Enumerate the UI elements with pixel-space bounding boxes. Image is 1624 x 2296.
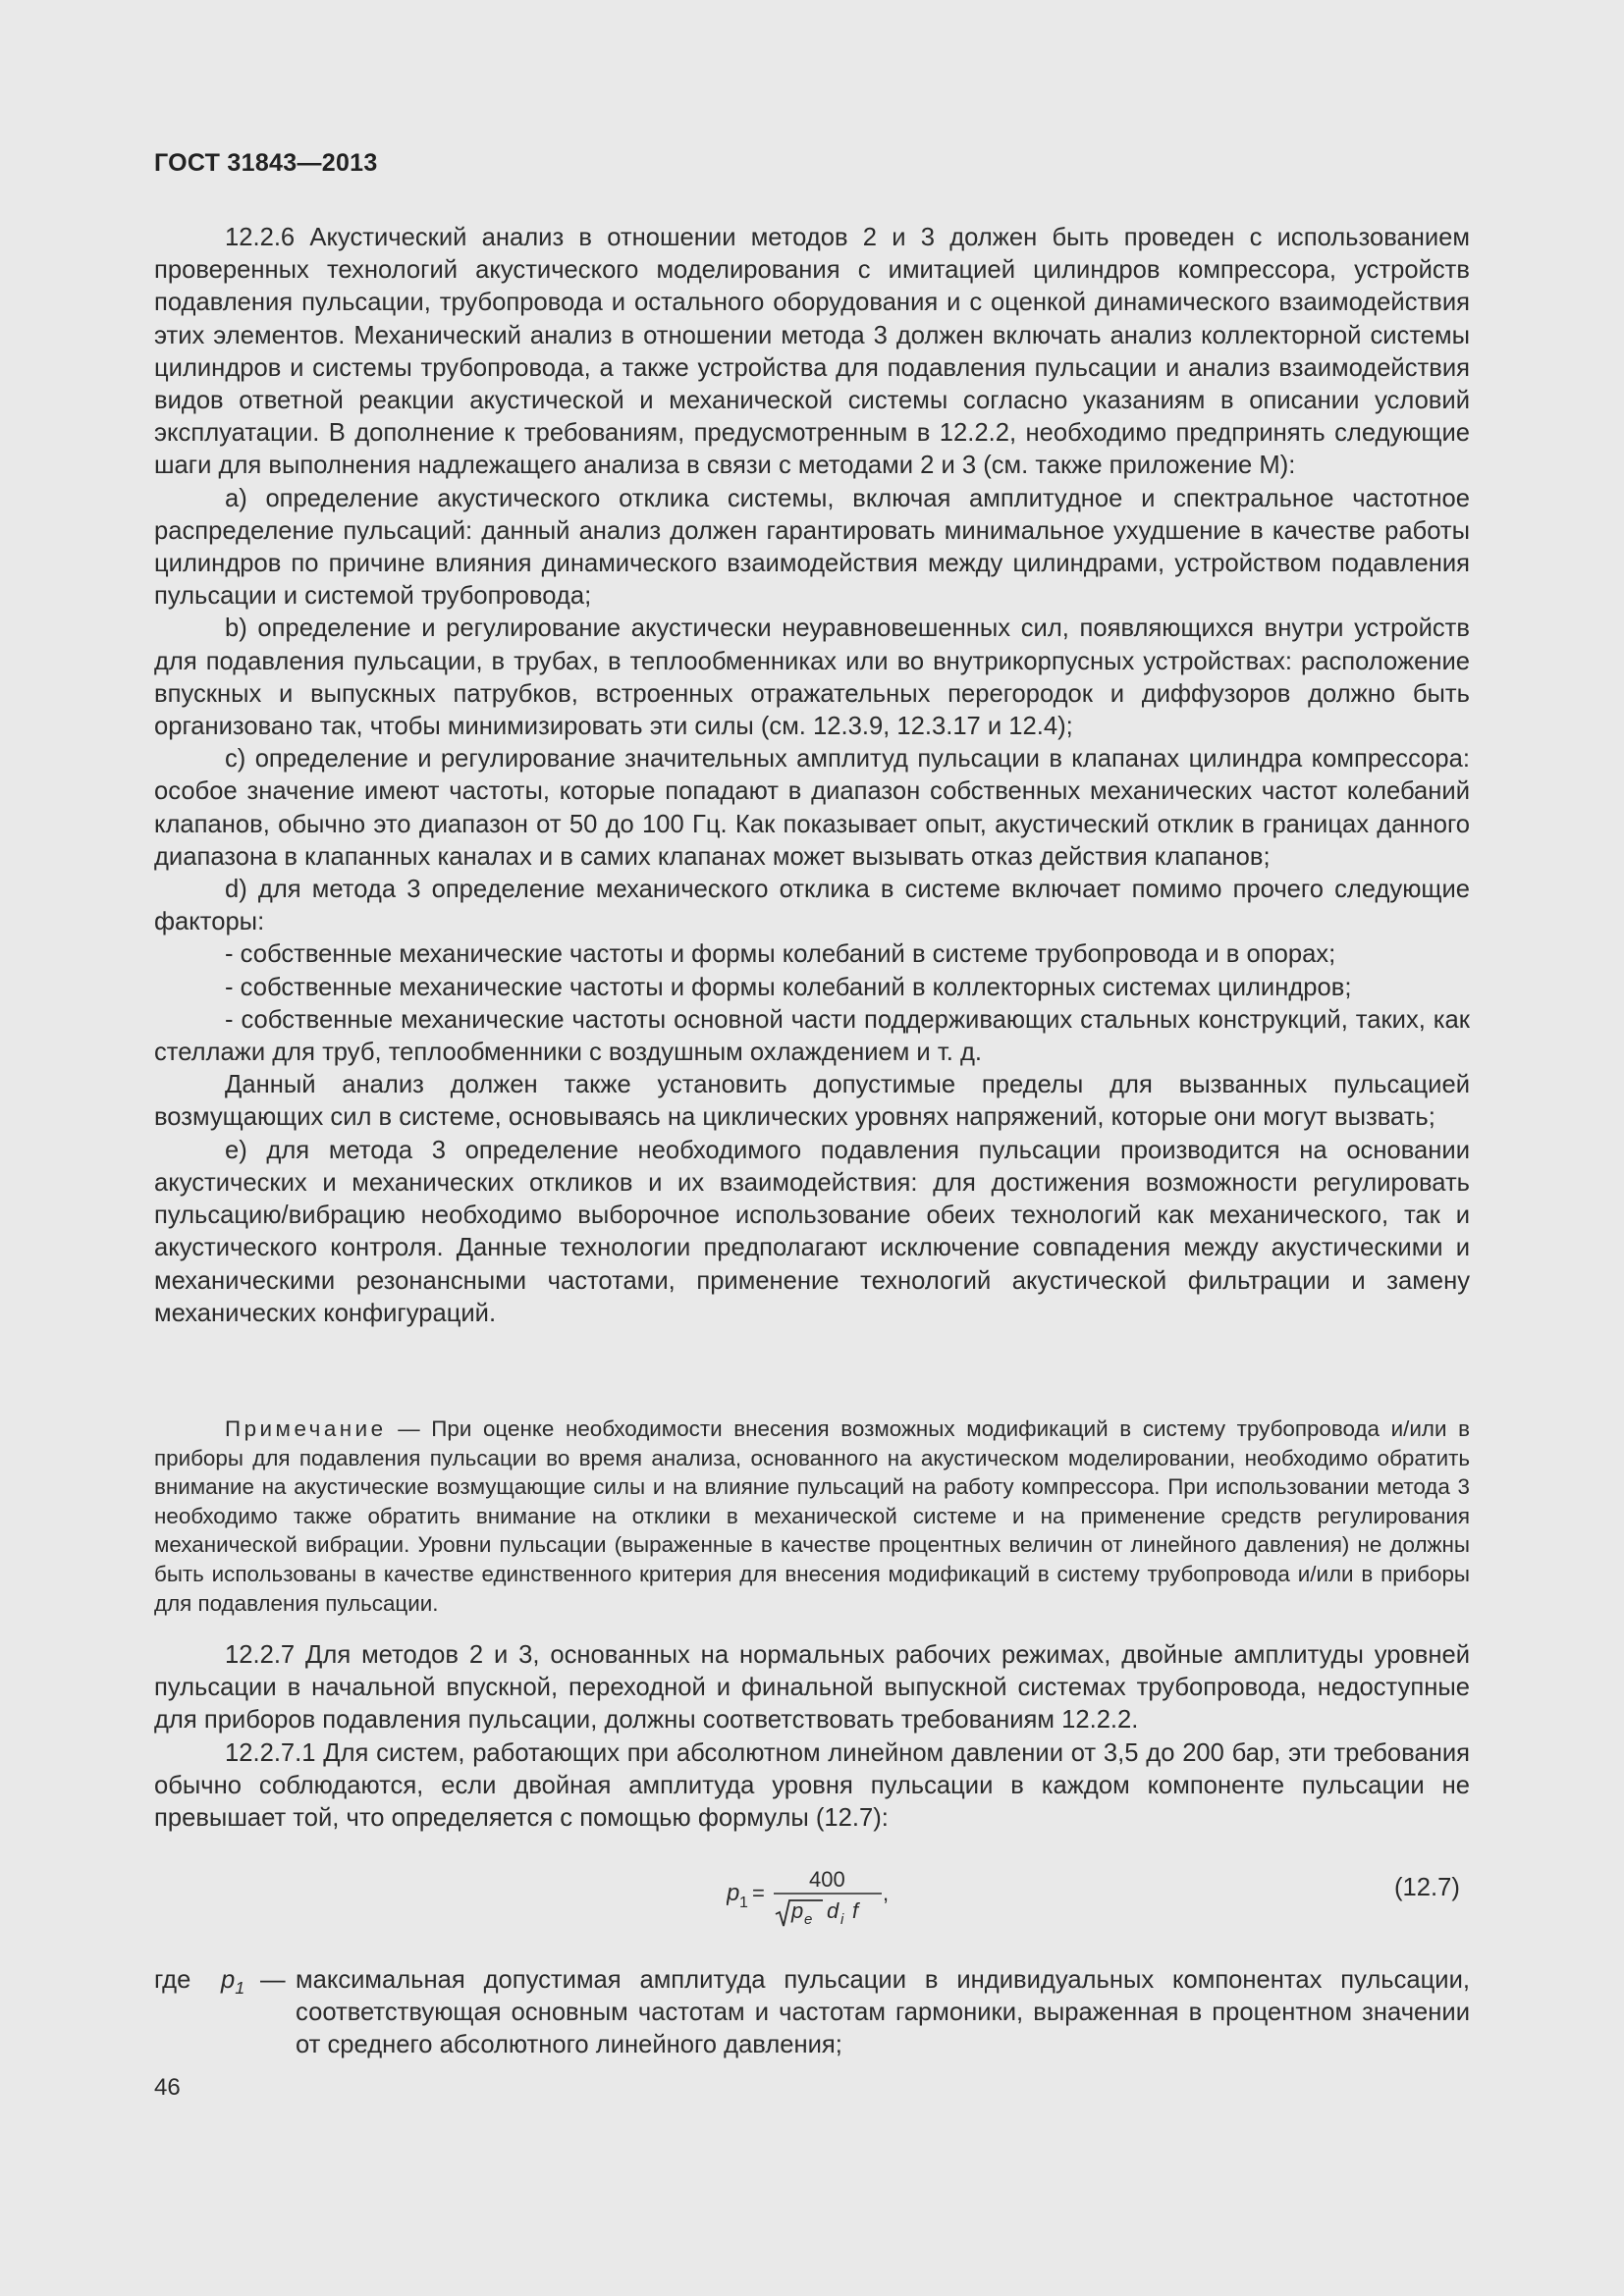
where-definition: максимальная допустимая амплитуда пульсации в индивидуальных компонентах пульсации, соответствующая основным частотам и частотам гармоники, выраженная в процентном значении от среднего абсолютного линейного давления; (296, 1966, 1470, 2059)
dash-item-1: - собственные механические частоты и формы колебаний в системе трубопровода и в опорах; (225, 940, 1336, 969)
where-symbol-main: p (221, 1966, 236, 1994)
note-text: — При оценке необходимости внесения возможных модификаций в систему трубопровода и/или в приборы для подавления пульсации во время анализа, основанного на акустическом моделировании, необходимо обратить внимание на акустические возмущающие силы и на влияние пульсаций на работу компрессора. При использовании метода 3 необходимо также обратить внимание на отклики в механической системе и на применение средств регулирования механической вибрации. Уровни пульсации (выраженные в качестве процентных величин от линейного давления) не должны быть использованы в качестве единственного критерия для внесения модификаций в систему трубопровода и/или в приборы для подавления пульсации. (154, 1416, 1470, 1616)
formula-graphic (727, 1863, 913, 1934)
item-c: c) определение и регулирование значительных амплитуд пульсации в клапанах цилиндра компрессора: особое значение имеют частоты, которые попадают в диапазон собственных механических частот колебаний клапанов, обычно это диапазон от 50 до 100 Гц. Как показывает опыт, акустический отклик в границах данного диапазона в клапанных каналах и в самих клапанах может вызывать отказ действия клапанов; (154, 745, 1470, 871)
formula-lhs-sub: 1 (739, 1895, 748, 1911)
formula-den-d-sub: i (840, 1911, 844, 1928)
where-dash: — (260, 1966, 286, 1994)
formula-eq: = (752, 1881, 765, 1905)
item-a: a) определение акустического отклика системы, включая амплитудное и спектральное частотное распределение пульсаций: данный анализ должен гарантировать минимальное ухудшение в качестве работы цилиндров по причине влияния динамического взаимодействия между цилиндрами, устройством подавления пульсации и системой трубопровода; (154, 484, 1470, 611)
note-block (154, 1415, 1470, 1618)
formula-numerator: 400 (809, 1867, 845, 1892)
where-symbol (221, 1964, 244, 2004)
formula-den-p: p (791, 1898, 804, 1923)
note-label: Примечание (225, 1416, 387, 1441)
dash-item-3: - собственные механические частоты основной части поддерживающих стальных конструкций, таких, как стеллажи для труб, теплообменники с воздушным охлаждением и т. д. (154, 1005, 1470, 1067)
formula-den-f: f (852, 1898, 859, 1923)
paragraph-12-2-7: 12.2.7 Для методов 2 и 3, основанных на нормальных рабочих режимах, двойные амплитуды уровней пульсации в начальной впускной, переходной и финальной выпускной системах трубопровода, недоступные для приборов подавления пульсации, должны соответствовать требованиям 12.2.2. (154, 1641, 1470, 1735)
formula-trail: , (883, 1881, 890, 1905)
dash-item-2: - собственные механические частоты и формы колебаний в коллекторных системах цилиндров; (225, 973, 1352, 1001)
where-symbol-sub: 1 (235, 1978, 245, 1999)
formula-lhs: p (727, 1880, 740, 1906)
main-text-continued (154, 1639, 1470, 1835)
document-header: ГОСТ 31843—2013 (154, 149, 378, 177)
formula-number: (12.7) (1394, 1874, 1460, 1901)
where-label: где (154, 1966, 191, 1994)
item-e: e) для метода 3 определение необходимого подавления пульсации производится на основании акустических и механических откликов и их взаимодействия: для достижения возможности регулировать пульсацию/вибрацию необходимо выборочное использование обеих технологий как механического, так и акустического контроля. Данные технологии предполагают исключение совпадения между акустическими и механическими резонансными частотами, применение технологий акустической фильтрации и замену механических конфигураций. (154, 1136, 1470, 1327)
page-number: 46 (154, 2074, 181, 2101)
formula-den-p-sub: e (804, 1911, 813, 1928)
formula-12-7 (727, 1863, 913, 1934)
paragraph-12-2-7-1: 12.2.7.1 Для систем, работающих при абсолютном линейном давлении от 3,5 до 200 бар, эти требования обычно соблюдаются, если двойная амплитуда уровня пульсации в каждом компоненте пульсации не превышает той, что определяется с помощью формулы (12.7): (154, 1738, 1470, 1833)
note-paragraph (154, 1415, 1470, 1618)
item-b: b) определение и регулирование акустически неуравновешенных сил, появляющихся внутри устройств для подавления пульсации, в трубах, в теплообменниках или во внутрикорпусных устройствах: расположение впускных и выпускных патрубков, встроенных отражательных перегородок и диффузоров должно быть организовано так, чтобы минимизировать эти силы (см. 12.3.9, 12.3.17 и 12.4); (154, 614, 1470, 741)
item-d: d) для метода 3 определение механического отклика в системе включает помимо прочего следующие факторы: (154, 876, 1470, 936)
formula-den-d: d (827, 1898, 839, 1923)
item-d-continuation: Данный анализ должен также установить допустимые пределы для вызванных пульсацией возмущающих сил в системе, основываясь на циклических уровнях напряжений, которые они могут вызвать; (154, 1071, 1470, 1132)
paragraph-12-2-6: 12.2.6 Акустический анализ в отношении методов 2 и 3 должен быть проведен с использованием проверенных технологий акустического моделирования с имитацией цилиндров компрессора, устройств подавления пульсации, трубопровода и остального оборудования и с оценкой динамического взаимодействия этих элементов. Механический анализ в отношении метода 3 должен включать анализ коллекторной системы цилиндров и системы трубопровода, а также устройства для подавления пульсации и анализ взаимодействия видов ответной реакции акустической и механической системы согласно указаниям в описании условий эксплуатации. В дополнение к требованиям, предусмотренным в 12.2.2, необходимо предпринять следующие шаги для выполнения надлежащего анализа в связи с методами 2 и 3 (см. также приложение М): (154, 224, 1470, 480)
main-text (154, 222, 1470, 1330)
